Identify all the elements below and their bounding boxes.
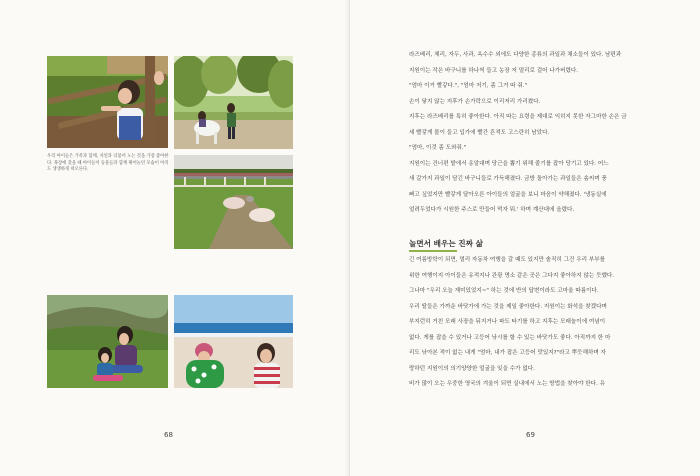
section-heading: 놀면서 배우는 진짜 삶 bbox=[409, 239, 483, 248]
body-line: 부지런히 거친 모래 사장을 뒤지거나 파도 타기를 하고 지후는 모래놀이에 여념이 bbox=[409, 319, 606, 325]
body-line: 랑하던 지원이의 의기양양한 얼굴을 잊을 수가 없다. bbox=[409, 365, 535, 372]
body-line: 손이 닿지 않는 지후가 손가락으로 이리저리 가리켰다. bbox=[409, 98, 541, 105]
body-text-top bbox=[409, 48, 654, 219]
body-line: 리도 낚아본 적이 없는 내게 "엄마, 내가 잡은 고등어 맛있지?"라고 뿌듯해하며 자 bbox=[409, 350, 606, 356]
heading-underline bbox=[409, 250, 457, 252]
body-line: 긴 여름방학이 되면, 멀리 자동차 여행을 갈 때도 있지만 솔직히 그건 우리 부부를 bbox=[409, 257, 606, 263]
body-line: 없다. 게를 잡을 수 있거나 고등어 낚시를 할 수 있는 바닷가도 좋다. 아직까지 한 마 bbox=[409, 334, 611, 341]
body-line: 지후는 라즈베리를 특히 좋아한다. 아직 따는 요령을 제대로 익히지 못한 자그마한 손은 금 bbox=[409, 114, 627, 120]
body-line: 라즈베리, 체리, 자두, 사과, 옥수수 외에도 다양한 종류의 과일과 채소들이 있다. 남편과 bbox=[409, 52, 622, 58]
body-line: 우리 딸들은 가까운 바닷가에 가는 것을 제일 좋아한다. 지원이는 화석을 찾겠다며 bbox=[409, 303, 607, 310]
photo-pony-ride bbox=[174, 56, 293, 149]
body-line: "엄마 이거 빨갛다.", "엄마 저기, 좀 그거 따 줘." bbox=[409, 83, 528, 89]
body-line: "엄마, 이것 좀 도와줘." bbox=[409, 145, 467, 151]
photo-pigs-at-farm bbox=[174, 155, 293, 249]
photo-beach bbox=[174, 295, 293, 388]
left-page bbox=[0, 0, 349, 476]
body-line: 지원이는 작은 바구니를 하나씩 들고 농장 저 멀리로 걸어 나가버렸다. bbox=[409, 67, 579, 74]
photo-family-on-grass bbox=[47, 295, 168, 388]
body-line: 새 갈가지 과일이 담긴 바구니들로 가득해졌다. 금방 돌아가는 과일들은 솜씨며 풍 bbox=[409, 176, 607, 182]
photo-child-at-fence bbox=[47, 56, 168, 148]
body-line: 얼려두었다가 시원한 주스로 만들어 먹자 뭐.' 하며 계산대에 올렸다. bbox=[409, 207, 575, 213]
body-line: 그나마 "우리 오늘 재미있었지~" 하는 것에 반의 답변이라도 고마울 따름이다. bbox=[409, 288, 599, 294]
photo-caption: 우리 아이들은 가족과 함께, 자연과 더불어 노는 것을 가장 좋아한다. 목장에 갔을 때 아이들이 동물들과 함께 뛰어놀던 모습이 아직도 생생하게 떠오른다. bbox=[47, 154, 169, 173]
body-line: 뻐고 싶었지만 빨갛게 달아오른 아이들의 얼굴을 보니 마음이 약해졌다. '냉동실에 bbox=[409, 191, 607, 198]
page-number-left: 68 bbox=[164, 431, 173, 439]
body-text-bottom bbox=[409, 253, 654, 393]
body-line: 비가 많이 오는 우중한 영국의 겨울이 되면 실내에서 노는 방법을 찾아야 한다. 유 bbox=[409, 381, 606, 387]
body-line: 세 빨갛게 물이 들고 입가에 빨간 흔적도 고스란히 남았다. bbox=[409, 129, 550, 136]
body-line: 위한 여행이지 아이들은 유적지나 관광 명소 같은 곳은 그다지 좋아하지 않는 듯했다. bbox=[409, 272, 615, 279]
page-number-right: 69 bbox=[526, 431, 535, 439]
body-line: 지원이는 건너편 밭에서 옹알대며 당근을 뽑기 위해 줄기를 잡아 당기고 있다. 어느 bbox=[409, 160, 609, 167]
